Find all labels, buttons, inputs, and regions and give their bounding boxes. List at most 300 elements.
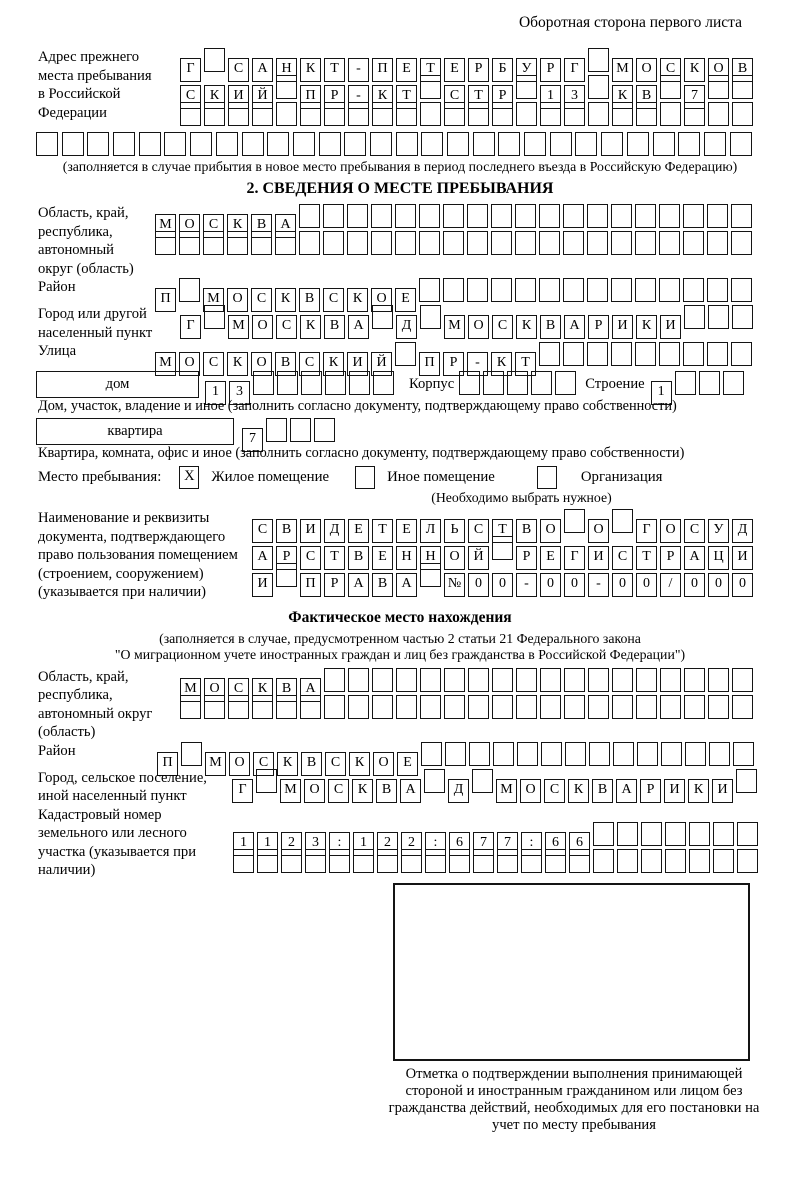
char-cell[interactable]: Ь xyxy=(444,519,465,543)
char-cell[interactable]: Е xyxy=(444,58,465,82)
char-cell[interactable] xyxy=(539,231,560,255)
char-cell[interactable] xyxy=(611,204,632,228)
char-cell[interactable]: Й xyxy=(468,546,489,570)
char-cell[interactable]: К xyxy=(323,352,344,376)
char-cell[interactable]: А xyxy=(275,214,296,238)
char-cell[interactable] xyxy=(569,849,590,873)
char-cell[interactable]: В xyxy=(372,573,393,597)
char-cell[interactable] xyxy=(420,695,441,719)
char-cell[interactable]: О xyxy=(252,315,273,339)
char-cell[interactable] xyxy=(612,509,633,533)
char-cell[interactable] xyxy=(401,849,422,873)
char-cell[interactable]: К xyxy=(227,352,248,376)
char-cell[interactable] xyxy=(323,204,344,228)
char-cell[interactable]: Е xyxy=(540,546,561,570)
char-cell[interactable] xyxy=(348,668,369,692)
char-cell[interactable]: В xyxy=(276,678,297,702)
char-cell[interactable] xyxy=(641,822,662,846)
char-cell[interactable] xyxy=(601,132,623,156)
char-cell[interactable]: Й xyxy=(252,85,273,109)
char-cell[interactable] xyxy=(419,278,440,302)
char-cell[interactable]: К xyxy=(491,352,512,376)
char-cell[interactable] xyxy=(293,132,315,156)
char-cell[interactable]: А xyxy=(252,546,273,570)
char-cell[interactable] xyxy=(467,278,488,302)
char-cell[interactable] xyxy=(353,849,374,873)
char-cell[interactable]: Т xyxy=(636,546,657,570)
char-cell[interactable] xyxy=(139,132,161,156)
char-cell[interactable]: 3 xyxy=(305,832,326,856)
char-cell[interactable] xyxy=(164,132,186,156)
char-cell[interactable] xyxy=(516,75,537,99)
char-cell[interactable]: Р xyxy=(516,546,537,570)
char-cell[interactable] xyxy=(443,204,464,228)
char-cell[interactable] xyxy=(299,231,320,255)
char-cell[interactable] xyxy=(348,102,369,126)
char-cell[interactable]: Р xyxy=(588,315,609,339)
char-cell[interactable] xyxy=(395,204,416,228)
char-cell[interactable]: К xyxy=(349,752,370,776)
char-cell[interactable] xyxy=(492,695,513,719)
char-cell[interactable]: О xyxy=(251,352,272,376)
char-cell[interactable] xyxy=(611,231,632,255)
char-cell[interactable]: 1 xyxy=(540,85,561,109)
char-cell[interactable] xyxy=(257,849,278,873)
char-cell[interactable] xyxy=(707,342,728,366)
char-cell[interactable]: С xyxy=(252,519,273,543)
char-cell[interactable]: 7 xyxy=(242,428,263,452)
char-cell[interactable] xyxy=(736,769,757,793)
char-cell[interactable] xyxy=(587,204,608,228)
char-cell[interactable]: В xyxy=(636,85,657,109)
char-cell[interactable] xyxy=(179,278,200,302)
char-cell[interactable] xyxy=(707,231,728,255)
char-cell[interactable] xyxy=(324,102,345,126)
char-cell[interactable] xyxy=(611,278,632,302)
char-cell[interactable] xyxy=(396,132,418,156)
char-cell[interactable]: Е xyxy=(396,519,417,543)
char-cell[interactable]: В xyxy=(376,779,397,803)
char-cell[interactable] xyxy=(541,742,562,766)
char-cell[interactable] xyxy=(516,668,537,692)
char-cell[interactable]: С xyxy=(612,546,633,570)
char-cell[interactable] xyxy=(660,102,681,126)
char-cell[interactable]: 0 xyxy=(492,573,513,597)
char-cell[interactable]: А xyxy=(300,678,321,702)
char-cell[interactable] xyxy=(467,204,488,228)
char-cell[interactable] xyxy=(491,204,512,228)
char-cell[interactable] xyxy=(373,371,394,395)
char-cell[interactable]: : xyxy=(329,832,350,856)
char-cell[interactable]: А xyxy=(684,546,705,570)
char-cell[interactable] xyxy=(370,132,392,156)
char-cell[interactable]: С xyxy=(300,546,321,570)
char-cell[interactable] xyxy=(675,371,696,395)
char-cell[interactable] xyxy=(588,102,609,126)
char-cell[interactable] xyxy=(329,849,350,873)
char-cell[interactable] xyxy=(113,132,135,156)
char-cell[interactable] xyxy=(396,695,417,719)
char-cell[interactable]: К xyxy=(688,779,709,803)
char-cell[interactable]: У xyxy=(516,58,537,82)
char-cell[interactable]: О xyxy=(304,779,325,803)
char-cell[interactable] xyxy=(372,695,393,719)
char-cell[interactable] xyxy=(539,204,560,228)
char-cell[interactable] xyxy=(689,822,710,846)
char-cell[interactable] xyxy=(347,204,368,228)
char-cell[interactable]: М xyxy=(155,214,176,238)
char-cell[interactable] xyxy=(396,668,417,692)
char-cell[interactable]: П xyxy=(419,352,440,376)
char-cell[interactable]: С xyxy=(203,352,224,376)
char-cell[interactable] xyxy=(301,371,322,395)
char-cell[interactable]: М xyxy=(280,779,301,803)
char-cell[interactable]: Е xyxy=(397,752,418,776)
char-cell[interactable] xyxy=(635,204,656,228)
char-cell[interactable] xyxy=(348,695,369,719)
char-cell[interactable] xyxy=(324,668,345,692)
char-cell[interactable]: Т xyxy=(468,85,489,109)
char-cell[interactable] xyxy=(425,849,446,873)
char-cell[interactable] xyxy=(550,132,572,156)
char-cell[interactable] xyxy=(588,75,609,99)
char-cell[interactable] xyxy=(468,695,489,719)
char-cell[interactable]: О xyxy=(227,288,248,312)
char-cell[interactable] xyxy=(347,231,368,255)
char-cell[interactable] xyxy=(323,231,344,255)
char-cell[interactable] xyxy=(612,668,633,692)
char-cell[interactable]: А xyxy=(400,779,421,803)
char-cell[interactable] xyxy=(424,769,445,793)
char-cell[interactable]: В xyxy=(251,214,272,238)
char-cell[interactable]: Т xyxy=(515,352,536,376)
char-cell[interactable] xyxy=(420,75,441,99)
char-cell[interactable]: С xyxy=(328,779,349,803)
char-cell[interactable] xyxy=(678,132,700,156)
char-cell[interactable]: С xyxy=(444,85,465,109)
char-cell[interactable]: В xyxy=(324,315,345,339)
char-cell[interactable] xyxy=(593,822,614,846)
char-cell[interactable]: К xyxy=(568,779,589,803)
char-cell[interactable]: А xyxy=(252,58,273,82)
char-cell[interactable] xyxy=(683,342,704,366)
char-cell[interactable] xyxy=(539,278,560,302)
char-cell[interactable] xyxy=(684,695,705,719)
char-cell[interactable]: Н xyxy=(420,546,441,570)
char-cell[interactable] xyxy=(617,849,638,873)
char-cell[interactable] xyxy=(732,102,753,126)
char-cell[interactable] xyxy=(445,742,466,766)
char-cell[interactable]: М xyxy=(203,288,224,312)
char-cell[interactable]: : xyxy=(521,832,542,856)
char-cell[interactable] xyxy=(659,342,680,366)
char-cell[interactable]: Р xyxy=(324,85,345,109)
char-cell[interactable]: Т xyxy=(324,546,345,570)
char-cell[interactable]: С xyxy=(544,779,565,803)
char-cell[interactable] xyxy=(593,849,614,873)
char-cell[interactable] xyxy=(344,132,366,156)
char-cell[interactable] xyxy=(467,231,488,255)
char-cell[interactable] xyxy=(661,742,682,766)
char-cell[interactable]: - xyxy=(348,85,369,109)
char-cell[interactable] xyxy=(612,102,633,126)
char-cell[interactable] xyxy=(564,509,585,533)
char-cell[interactable]: - xyxy=(516,573,537,597)
char-cell[interactable]: - xyxy=(467,352,488,376)
char-cell[interactable] xyxy=(732,75,753,99)
char-cell[interactable] xyxy=(253,371,274,395)
char-cell[interactable]: О xyxy=(540,519,561,543)
char-cell[interactable]: 3 xyxy=(229,381,250,405)
char-cell[interactable] xyxy=(587,278,608,302)
char-cell[interactable] xyxy=(251,231,272,255)
char-cell[interactable]: О xyxy=(468,315,489,339)
char-cell[interactable] xyxy=(635,342,656,366)
char-cell[interactable] xyxy=(483,371,504,395)
char-cell[interactable] xyxy=(564,695,585,719)
char-cell[interactable] xyxy=(444,102,465,126)
char-cell[interactable]: О xyxy=(708,58,729,82)
char-cell[interactable]: В xyxy=(299,288,320,312)
char-cell[interactable]: К xyxy=(352,779,373,803)
char-cell[interactable] xyxy=(276,695,297,719)
char-cell[interactable] xyxy=(421,742,442,766)
char-cell[interactable]: Г xyxy=(180,315,201,339)
char-cell[interactable]: В xyxy=(276,519,297,543)
char-cell[interactable] xyxy=(420,668,441,692)
char-cell[interactable] xyxy=(517,742,538,766)
char-cell[interactable]: У xyxy=(708,519,729,543)
char-cell[interactable]: Л xyxy=(420,519,441,543)
char-cell[interactable] xyxy=(730,132,752,156)
char-cell[interactable]: Г xyxy=(636,519,657,543)
char-cell[interactable] xyxy=(660,695,681,719)
char-cell[interactable] xyxy=(216,132,238,156)
char-cell[interactable] xyxy=(731,278,752,302)
char-cell[interactable] xyxy=(683,278,704,302)
char-cell[interactable]: С xyxy=(299,352,320,376)
char-cell[interactable]: - xyxy=(348,58,369,82)
char-cell[interactable] xyxy=(611,342,632,366)
char-cell[interactable]: С xyxy=(492,315,513,339)
char-cell[interactable]: П xyxy=(300,573,321,597)
char-cell[interactable] xyxy=(472,769,493,793)
char-cell[interactable] xyxy=(181,742,202,766)
char-cell[interactable] xyxy=(659,278,680,302)
char-cell[interactable]: О xyxy=(588,519,609,543)
char-cell[interactable] xyxy=(613,742,634,766)
char-cell[interactable] xyxy=(563,278,584,302)
char-cell[interactable]: Б xyxy=(492,58,513,82)
char-cell[interactable]: Г xyxy=(232,779,253,803)
char-cell[interactable] xyxy=(204,305,225,329)
char-cell[interactable]: В xyxy=(275,352,296,376)
char-cell[interactable]: О xyxy=(371,288,392,312)
char-cell[interactable] xyxy=(395,231,416,255)
char-cell[interactable] xyxy=(443,231,464,255)
char-cell[interactable] xyxy=(420,563,441,587)
char-cell[interactable] xyxy=(204,48,225,72)
char-cell[interactable] xyxy=(515,204,536,228)
checkbox-organization[interactable] xyxy=(537,466,557,489)
char-cell[interactable]: М xyxy=(612,58,633,82)
char-cell[interactable] xyxy=(589,742,610,766)
char-cell[interactable] xyxy=(507,371,528,395)
char-cell[interactable]: А xyxy=(564,315,585,339)
char-cell[interactable] xyxy=(540,668,561,692)
char-cell[interactable] xyxy=(689,849,710,873)
char-cell[interactable] xyxy=(492,536,513,560)
char-cell[interactable] xyxy=(419,204,440,228)
char-cell[interactable]: К xyxy=(300,58,321,82)
char-cell[interactable] xyxy=(564,668,585,692)
char-cell[interactable]: П xyxy=(155,288,176,312)
char-cell[interactable] xyxy=(617,822,638,846)
char-cell[interactable] xyxy=(36,132,58,156)
char-cell[interactable]: 7 xyxy=(473,832,494,856)
char-cell[interactable]: Р xyxy=(276,546,297,570)
char-cell[interactable] xyxy=(588,48,609,72)
char-cell[interactable] xyxy=(659,231,680,255)
char-cell[interactable] xyxy=(491,231,512,255)
char-cell[interactable] xyxy=(515,278,536,302)
char-cell[interactable]: В xyxy=(516,519,537,543)
char-cell[interactable] xyxy=(421,132,443,156)
char-cell[interactable]: Т xyxy=(420,58,441,82)
char-cell[interactable] xyxy=(349,371,370,395)
char-cell[interactable] xyxy=(300,695,321,719)
char-cell[interactable]: О xyxy=(444,546,465,570)
char-cell[interactable]: 7 xyxy=(684,85,705,109)
char-cell[interactable] xyxy=(314,418,335,442)
char-cell[interactable]: И xyxy=(732,546,753,570)
char-cell[interactable] xyxy=(252,102,273,126)
char-cell[interactable]: 1 xyxy=(257,832,278,856)
char-cell[interactable]: С xyxy=(203,214,224,238)
char-cell[interactable] xyxy=(684,305,705,329)
char-cell[interactable] xyxy=(683,231,704,255)
char-cell[interactable] xyxy=(641,849,662,873)
char-cell[interactable] xyxy=(612,695,633,719)
char-cell[interactable] xyxy=(708,695,729,719)
char-cell[interactable]: - xyxy=(588,573,609,597)
char-cell[interactable]: К xyxy=(275,288,296,312)
char-cell[interactable]: 0 xyxy=(540,573,561,597)
char-cell[interactable] xyxy=(636,102,657,126)
char-cell[interactable]: И xyxy=(347,352,368,376)
char-cell[interactable]: О xyxy=(636,58,657,82)
char-cell[interactable] xyxy=(420,102,441,126)
char-cell[interactable] xyxy=(203,231,224,255)
char-cell[interactable] xyxy=(155,231,176,255)
char-cell[interactable]: А xyxy=(396,573,417,597)
char-cell[interactable]: 0 xyxy=(468,573,489,597)
char-cell[interactable]: К xyxy=(227,214,248,238)
char-cell[interactable] xyxy=(684,668,705,692)
char-cell[interactable]: Е xyxy=(348,519,369,543)
char-cell[interactable]: 0 xyxy=(684,573,705,597)
char-cell[interactable]: М xyxy=(496,779,517,803)
char-cell[interactable] xyxy=(707,278,728,302)
char-cell[interactable] xyxy=(492,668,513,692)
char-cell[interactable]: В xyxy=(348,546,369,570)
char-cell[interactable]: 2 xyxy=(377,832,398,856)
char-cell[interactable]: С xyxy=(325,752,346,776)
char-cell[interactable]: 2 xyxy=(401,832,422,856)
char-cell[interactable] xyxy=(531,371,552,395)
char-cell[interactable]: В xyxy=(540,315,561,339)
char-cell[interactable] xyxy=(563,342,584,366)
char-cell[interactable] xyxy=(267,132,289,156)
char-cell[interactable]: О xyxy=(373,752,394,776)
char-cell[interactable] xyxy=(372,102,393,126)
char-cell[interactable] xyxy=(469,742,490,766)
char-cell[interactable]: Р xyxy=(324,573,345,597)
char-cell[interactable]: С xyxy=(323,288,344,312)
char-cell[interactable] xyxy=(179,231,200,255)
char-cell[interactable]: М xyxy=(180,678,201,702)
char-cell[interactable]: / xyxy=(660,573,681,597)
char-cell[interactable] xyxy=(635,231,656,255)
char-cell[interactable]: Г xyxy=(564,58,585,82)
char-cell[interactable]: Ц xyxy=(708,546,729,570)
char-cell[interactable]: Е xyxy=(396,58,417,82)
char-cell[interactable] xyxy=(491,278,512,302)
char-cell[interactable]: И xyxy=(664,779,685,803)
char-cell[interactable]: И xyxy=(612,315,633,339)
char-cell[interactable] xyxy=(443,278,464,302)
char-cell[interactable] xyxy=(300,102,321,126)
char-cell[interactable]: В xyxy=(301,752,322,776)
char-cell[interactable] xyxy=(290,418,311,442)
char-cell[interactable]: О xyxy=(179,214,200,238)
char-cell[interactable]: Й xyxy=(371,352,392,376)
char-cell[interactable] xyxy=(233,849,254,873)
char-cell[interactable] xyxy=(277,371,298,395)
char-cell[interactable] xyxy=(497,849,518,873)
char-cell[interactable]: 3 xyxy=(564,85,585,109)
char-cell[interactable] xyxy=(637,742,658,766)
char-cell[interactable]: В xyxy=(732,58,753,82)
char-cell[interactable]: М xyxy=(155,352,176,376)
char-cell[interactable]: № xyxy=(444,573,465,597)
char-cell[interactable]: К xyxy=(204,85,225,109)
char-cell[interactable] xyxy=(447,132,469,156)
char-cell[interactable] xyxy=(228,102,249,126)
char-cell[interactable] xyxy=(732,695,753,719)
char-cell[interactable]: : xyxy=(425,832,446,856)
char-cell[interactable]: 0 xyxy=(612,573,633,597)
char-cell[interactable] xyxy=(731,204,752,228)
char-cell[interactable] xyxy=(256,769,277,793)
char-cell[interactable] xyxy=(733,742,754,766)
char-cell[interactable] xyxy=(204,102,225,126)
char-cell[interactable]: И xyxy=(660,315,681,339)
char-cell[interactable]: Г xyxy=(564,546,585,570)
char-cell[interactable] xyxy=(521,849,542,873)
char-cell[interactable] xyxy=(204,695,225,719)
char-cell[interactable] xyxy=(372,668,393,692)
char-cell[interactable] xyxy=(281,849,302,873)
char-cell[interactable] xyxy=(492,102,513,126)
char-cell[interactable] xyxy=(524,132,546,156)
char-cell[interactable] xyxy=(683,204,704,228)
char-cell[interactable] xyxy=(371,204,392,228)
char-cell[interactable] xyxy=(242,132,264,156)
char-cell[interactable] xyxy=(732,305,753,329)
char-cell[interactable]: Р xyxy=(640,779,661,803)
char-cell[interactable]: Д xyxy=(448,779,469,803)
